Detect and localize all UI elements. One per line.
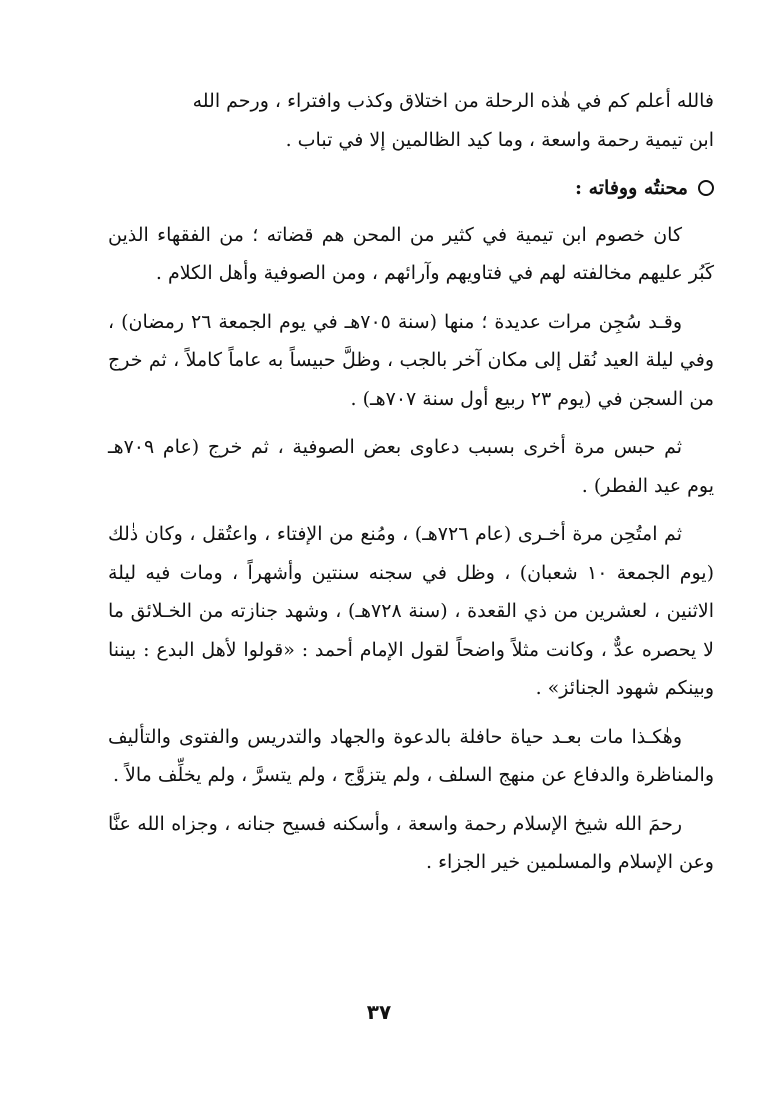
text-line: ثم امتُحِن مرة أخـرى (عام ٧٢٦هـ) ، ومُنع من الإفتاء ، واعتُقل ،	[189, 523, 682, 545]
text-line: فيه ليلة الاثنين ، لعشرين من ذي القعدة ، (سنة ٧٢٨هـ) ، وشهد جنازته	[108, 561, 714, 622]
text-line: كان خصوم ابن تيمية في كثير من المحن هم قضاته ؛ من الفقهاء	[157, 223, 682, 246]
paragraph-second-imprisonment	[108, 428, 714, 505]
text-line: الكلام .	[155, 262, 213, 284]
text-line: رحمَ الله شيخ الإسلام رحمة واسعة ، وأسكنه فسيح جنانه ، وجزاه	[171, 812, 682, 835]
text-line: ثم حبس مرة أخرى بسبب دعاوى بعض الصوفية ، ثم خرج (عام	[162, 436, 683, 458]
section-heading-text: محنتُه ووفاته :	[574, 177, 688, 199]
text-line: الله عنَّا وعن الإسلام والمسلمين خير الجزاء .	[108, 812, 714, 873]
text-line: من الخـلائق ما لا يحصره عدٌّ ، وكانت مثلاً واضحاً لقول الإمام أحمد :	[108, 600, 714, 661]
text-line: وكان ذٰلك (يوم الجمعة ١٠ شعبان) ، وظل في سجنه سنتين وأشهراً ، ومات	[108, 523, 715, 584]
intro-paragraph	[108, 82, 714, 159]
text-line: وقـد سُجِن مرات عديدة ؛ منها (سنة ٧٠٥هـ في يوم الجمعة ٢٦	[191, 310, 683, 333]
text-line: ابن تيمية رحمة واسعة ، وما كيد الظالمين إلا في تباب .	[285, 128, 714, 151]
paragraph-life-summary	[108, 718, 714, 795]
paragraph-first-imprisonment	[108, 303, 714, 419]
text-line: الذين كَبُر عليهم مخالفته لهم في فتاويهم وآرائهم ، ومن الصوفية وأهل	[108, 223, 714, 284]
page-number: ٣٧	[366, 1000, 392, 1024]
text-line: كاملاً ، ثم خرج من السجن في (يوم ٢٣ ربيع أول سنة ٧٠٧هـ) .	[108, 349, 714, 410]
text-line: والتأليف والمناظرة والدفاع عن منهج السلف ، ولم يتزوَّج ، ولم يتسرَّ ، ولم	[108, 725, 714, 786]
text-line: «قولوا لأهل البدع : بيننا وبينكم شهود الجنائز» .	[108, 638, 714, 699]
text-line: فالله أعلم كم في هٰذه الرحلة من اختلاق وكذب وافتراء ، ورحم الله	[192, 90, 714, 112]
text-line: رمضان) ، وفي ليلة العيد نُقل إلى مكان آخر بالجب ، وظلَّ حبيساً به عاماً	[108, 310, 714, 371]
paragraph-enemies	[108, 216, 714, 293]
page-body	[108, 82, 714, 892]
section-heading	[108, 169, 714, 208]
circle-icon	[698, 180, 714, 196]
text-line: وهٰكـذا مات بعـد حياة حافلة بالدعوة والجهاد والتدريس والفتوى	[178, 725, 682, 748]
text-line: يخلِّف مالاً .	[112, 764, 202, 786]
paragraph-supplication	[108, 805, 714, 882]
paragraph-final-trial	[108, 515, 714, 708]
text-line: ٧٠٩هـ يوم عيد الفطر) .	[108, 436, 714, 497]
